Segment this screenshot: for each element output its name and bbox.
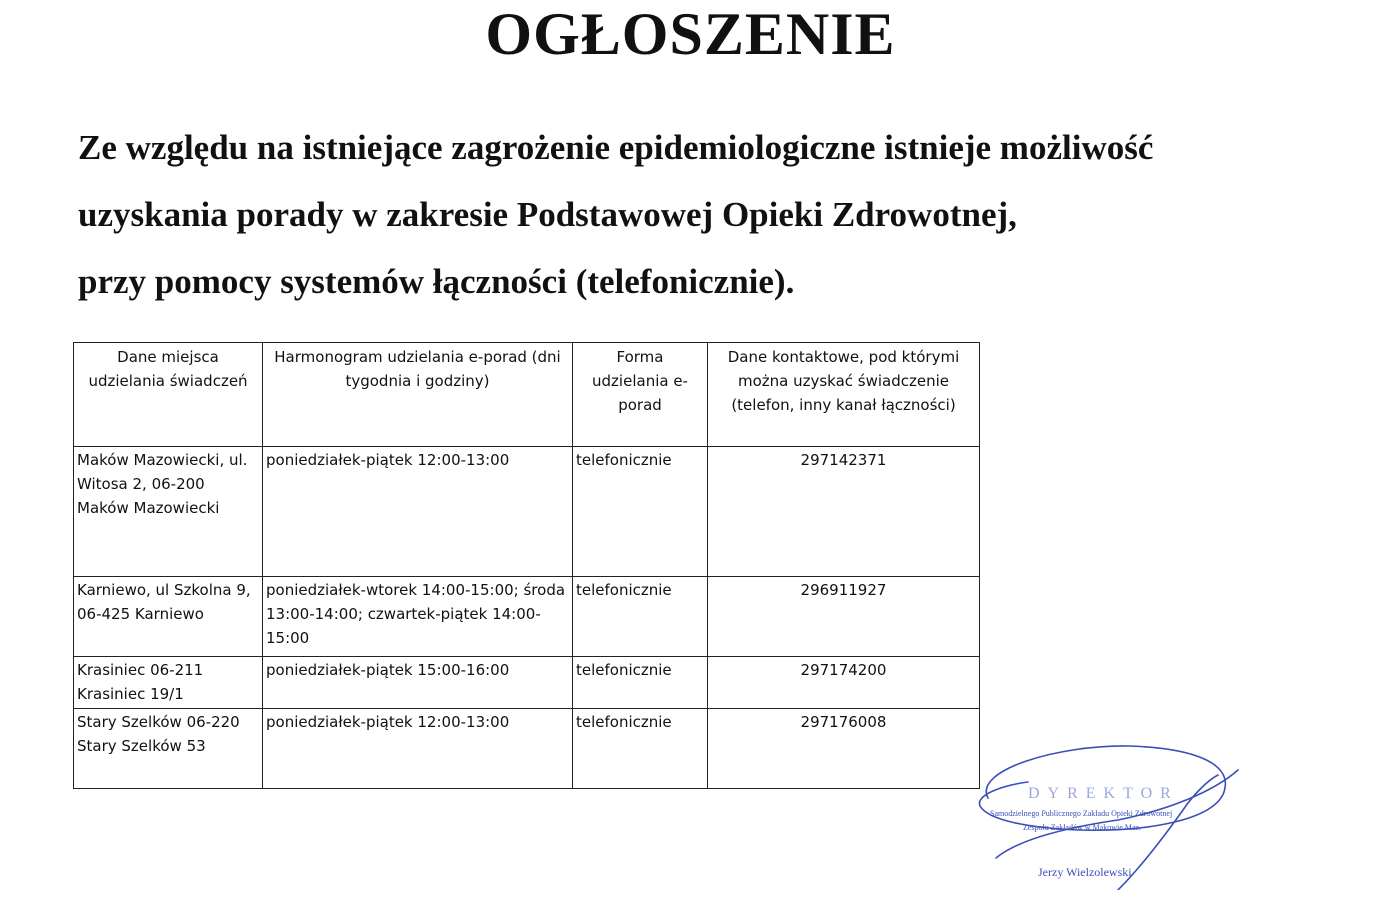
cell-contact: 297176008 — [708, 709, 980, 789]
cell-contact: 297142371 — [708, 447, 980, 577]
header-contact: Dane kontaktowe, pod którymi można uzyskać świadczenie (telefon, inny kanał łączności) — [708, 343, 980, 447]
cell-schedule: poniedziałek-wtorek 14:00-15:00; środa 13:00-14:00; czwartek-piątek 14:00-15:00 — [263, 577, 573, 657]
cell-form: telefonicznie — [573, 447, 708, 577]
table-row — [74, 447, 980, 577]
director-stamp-signature — [968, 740, 1248, 890]
cell-place: Stary Szelków 06-220 Stary Szelków 53 — [74, 709, 263, 789]
cell-contact: 297174200 — [708, 657, 980, 709]
stamp-title: DYREKTOR — [1028, 785, 1179, 802]
page-title: OGŁOSZENIE — [485, 1, 896, 67]
table-row — [74, 577, 980, 657]
stamp-institution-2: Zespołu Zakładów w Makowie Maz. — [1023, 823, 1141, 832]
cell-place: Maków Mazowiecki, ul. Witosa 2, 06-200 Maków Mazowiecki — [74, 447, 263, 577]
header-schedule: Harmonogram udzielania e-porad (dni tygodnia i godziny) — [263, 343, 573, 447]
cell-place: Karniewo, ul Szkolna 9, 06-425 Karniewo — [74, 577, 263, 657]
cell-schedule: poniedziałek-piątek 15:00-16:00 — [263, 657, 573, 709]
cell-place: Krasiniec 06-211 Krasiniec 19/1 — [74, 657, 263, 709]
e-consultation-table — [73, 342, 980, 789]
table-row — [74, 709, 980, 789]
cell-contact: 296911927 — [708, 577, 980, 657]
announcement-line-3: przy pomocy systemów łączności (telefonicznie). — [78, 262, 795, 301]
cell-form: telefonicznie — [573, 709, 708, 789]
stamp-institution: Samodzielnego Publicznego Zakładu Opieki Zdrowotnej — [990, 809, 1173, 818]
cell-form: telefonicznie — [573, 657, 708, 709]
announcement-text — [78, 120, 1318, 321]
header-place: Dane miejsca udzielania świadczeń — [74, 343, 263, 447]
stamp-name: Jerzy Wielzolewski — [1038, 865, 1132, 879]
cell-form: telefonicznie — [573, 577, 708, 657]
announcement-line-1: Ze względu na istniejące zagrożenie epidemiologiczne istnieje możliwość — [78, 128, 1154, 167]
table-header-row — [74, 343, 980, 447]
announcement-line-2: uzyskania porady w zakresie Podstawowej Opieki Zdrowotnej, — [78, 195, 1017, 234]
cell-schedule: poniedziałek-piątek 12:00-13:00 — [263, 709, 573, 789]
cell-schedule: poniedziałek-piątek 12:00-13:00 — [263, 447, 573, 577]
header-form: Forma udzielania e-porad — [573, 343, 708, 447]
table-row — [74, 657, 980, 709]
